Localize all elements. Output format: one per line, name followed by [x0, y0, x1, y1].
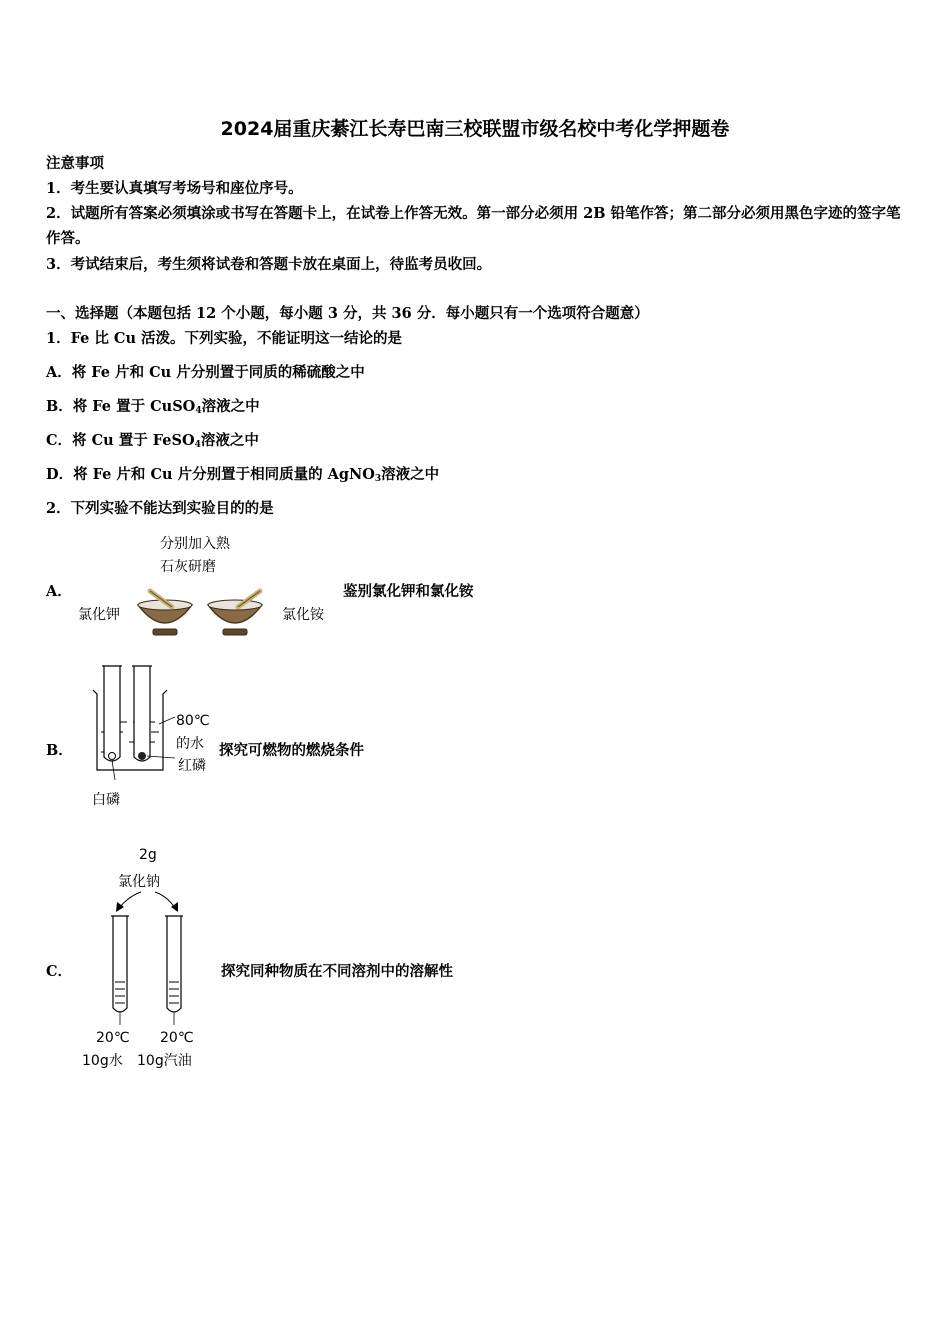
beaker-red-phosphorus-label: 红磷: [178, 758, 206, 774]
notice-item-3: 3．考试结束后，考生须将试卷和答题卡放在桌面上，待监考员收回。: [46, 256, 492, 273]
test-tube-gasoline-icon: [165, 916, 183, 1012]
section-heading: 一、选择题（本题包括 12 个小题，每小题 3 分，共 36 分．每小题只有一个选项符合题意）: [46, 305, 649, 322]
mortar-illustration: [120, 585, 285, 645]
tube-top-label-1: 2g: [139, 847, 157, 863]
tube-top-label-2: 氯化钠: [118, 874, 160, 890]
notice-item-1: 1．考生要认真填写考场号和座位序号。: [46, 180, 303, 197]
test-tube-right-icon: [132, 666, 152, 761]
question-2-option-a-caption: 鉴别氯化钾和氯化铵: [343, 583, 474, 600]
question-1-stem: 1．Fe 比 Cu 活泼。下列实验，不能证明这一结论的是: [46, 330, 403, 347]
question-2-option-b-letter: B．: [46, 742, 73, 759]
question-1-option-c: C．将 Cu 置于 FeSO$_4$溶液之中: [46, 432, 259, 450]
question-2-option-c-letter: C．: [46, 963, 73, 980]
tube-right-solvent-label: 10g汽油: [137, 1053, 192, 1069]
mortar-top-label-1: 分别加入熟: [160, 536, 230, 552]
arrow-left-icon: [116, 892, 141, 912]
test-tube-left-icon: [102, 666, 122, 761]
mortar-left-icon: [138, 591, 192, 635]
question-1-option-b: B．将 Fe 置于 CuSO$_4$溶液之中: [46, 398, 260, 416]
test-tubes-illustration: [95, 888, 205, 1028]
question-2-stem: 2．下列实验不能达到实验目的的是: [46, 500, 274, 517]
question-1-option-d: D．将 Fe 片和 Cu 片分别置于相同质量的 AgNO$_3$溶液之中: [46, 466, 440, 484]
mortar-top-label-2: 石灰研磨: [160, 559, 216, 575]
tube-left-temp-label: 20℃: [96, 1030, 130, 1046]
arrow-right-icon: [155, 892, 178, 912]
notice-heading: 注意事项: [46, 155, 104, 172]
question-2-option-c-caption: 探究同种物质在不同溶剂中的溶解性: [221, 963, 453, 980]
red-phosphorus-icon: [138, 752, 146, 760]
beaker-water-label-1: 80℃: [176, 713, 210, 729]
notice-item-2: 2．试题所有答案必须填涂或书写在答题卡上，在试卷上作答无效。第一部分必须用 2B 铅笔作答；第二部分必须用黑色字迹的签字笔作答。: [46, 205, 901, 247]
question-1-option-a: A．将 Fe 片和 Cu 片分别置于同质的稀硫酸之中: [46, 364, 365, 381]
test-tube-water-icon: [111, 916, 129, 1012]
mortar-right-label: 氯化铵: [282, 607, 324, 623]
page-title: 2024届重庆綦江长寿巴南三校联盟市级名校中考化学押题卷: [220, 118, 730, 140]
beaker-white-phosphorus-label: 白磷: [92, 792, 120, 808]
question-2-option-b-caption: 探究可燃物的燃烧条件: [219, 742, 364, 759]
beaker-illustration: [85, 662, 175, 782]
tube-right-temp-label: 20℃: [160, 1030, 194, 1046]
tube-left-solvent-label: 10g水: [82, 1053, 123, 1069]
question-2-option-a-letter: A．: [46, 583, 72, 600]
beaker-water-label-2: 的水: [176, 736, 204, 752]
mortar-left-label: 氯化钾: [78, 607, 120, 623]
white-phosphorus-icon: [109, 753, 116, 760]
mortar-right-icon: [208, 591, 262, 635]
